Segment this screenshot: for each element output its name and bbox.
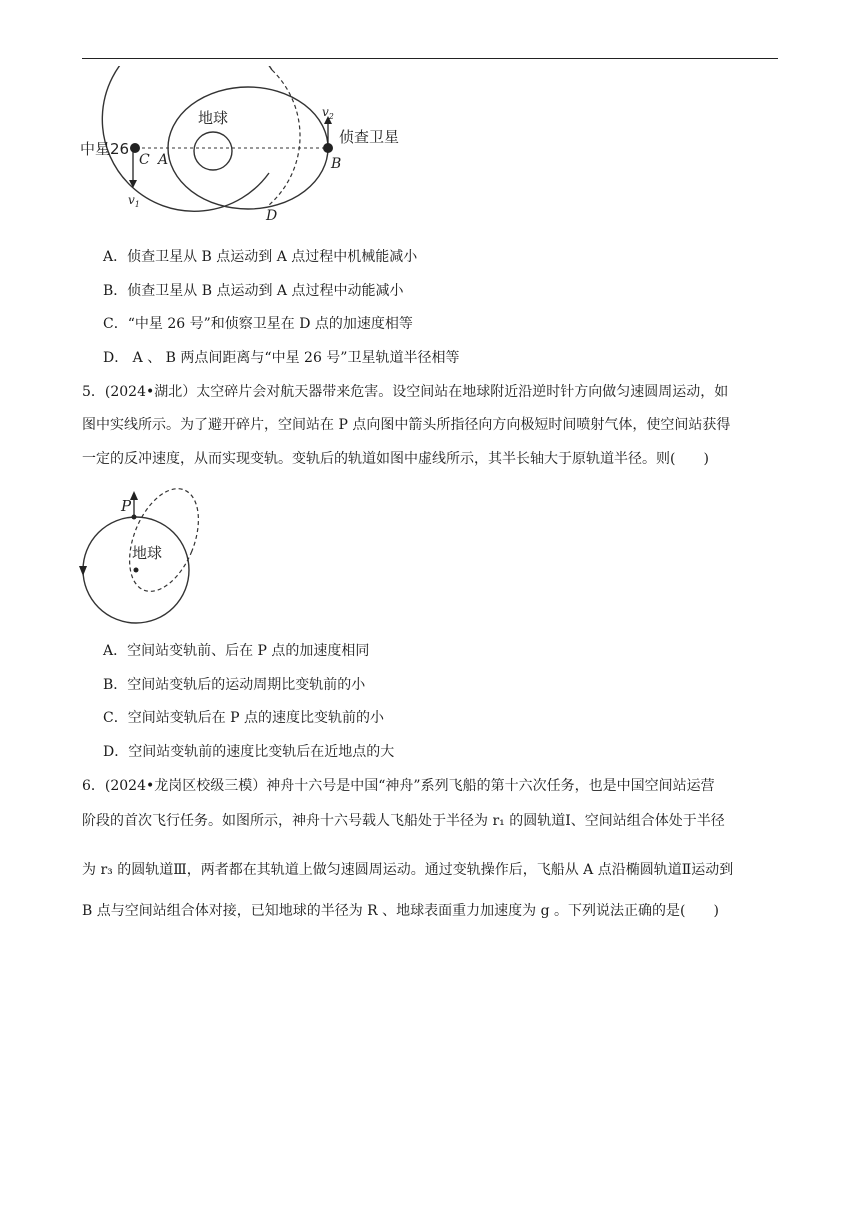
zhongxing-label: 中星26: [80, 140, 130, 158]
label-p: P: [121, 497, 132, 515]
q5-stem-line-2: 图中实线所示。为了避开碎片，空间站在 P 点向图中箭头所指径向方向极短时间喷射气体，使空间站获得: [82, 417, 731, 433]
q6-stem-line-3: 为 r₃ 的圆轨道Ⅲ，两者都在其轨道上做匀速圆周运动。通过变轨操作后，飞船从 A 点沿椭圆轨道Ⅱ运动到: [82, 862, 734, 878]
zhongxing-orbit-solid: [102, 66, 272, 211]
q4-option-a: A．侦查卫星从 B 点运动到 A 点过程中机械能减小: [103, 249, 418, 265]
q6-stem-line-1: 6．(2024•龙岗区校级三模）神舟十六号是中国“神舟”系列飞船的第十六次任务，也是中国空间站运营: [82, 778, 715, 794]
q5-option-d: D．空间站变轨前的速度比变轨后在近地点的大: [103, 744, 395, 760]
q4-option-d: D． A 、 B 两点间距离与“中星 26 号”卫星轨道半径相等: [103, 350, 460, 366]
label-b: B: [331, 156, 342, 172]
q6-stem-line-2: 阶段的首次飞行任务。如图所示，神舟十六号载人飞船处于半径为 r₁ 的圆轨道Ⅰ、空间站组合体处于半径: [82, 813, 725, 829]
q5-stem-line-1: 5．(2024•湖北）太空碎片会对航天器带来危害。设空间站在地球附近沿逆时针方向做匀速圆周运动，如: [82, 384, 729, 400]
orbit-figure-1: [76, 66, 416, 236]
q6-stem-line-4: B 点与空间站组合体对接，已知地球的半径为 R 、地球表面重力加速度为 g 。下列说法正确的是( ): [82, 903, 719, 919]
earth-label-2: 地球: [132, 544, 163, 562]
q5-option-c: C．空间站变轨后在 P 点的速度比变轨前的小: [103, 710, 385, 726]
label-v2: $v_2$: [322, 105, 334, 121]
q4-option-c: C．“中星 26 号”和侦察卫星在 D 点的加速度相等: [103, 316, 413, 332]
earth-circle: [194, 132, 232, 170]
q5-option-a: A．空间站变轨前、后在 P 点的加速度相同: [103, 643, 370, 659]
label-c: C: [139, 152, 150, 168]
top-rule: [82, 58, 778, 59]
label-d: D: [266, 208, 278, 224]
q5-option-b: B．空间站变轨后的运动周期比变轨前的小: [103, 677, 366, 693]
q5-stem-line-3: 一定的反冲速度，从而实现变轨。变轨后的轨道如图中虚线所示，其半长轴大于原轨道半径。则( ): [82, 451, 709, 467]
earth-label: 地球: [198, 109, 229, 127]
earth-center-dot: [134, 568, 139, 573]
recon-label: 侦查卫星: [339, 128, 400, 146]
label-a: A: [158, 152, 169, 168]
orbit-figure-2: [76, 478, 206, 628]
label-v1: $v_1$: [128, 193, 140, 209]
q4-option-b: B．侦查卫星从 B 点运动到 A 点过程中动能减小: [103, 283, 404, 299]
